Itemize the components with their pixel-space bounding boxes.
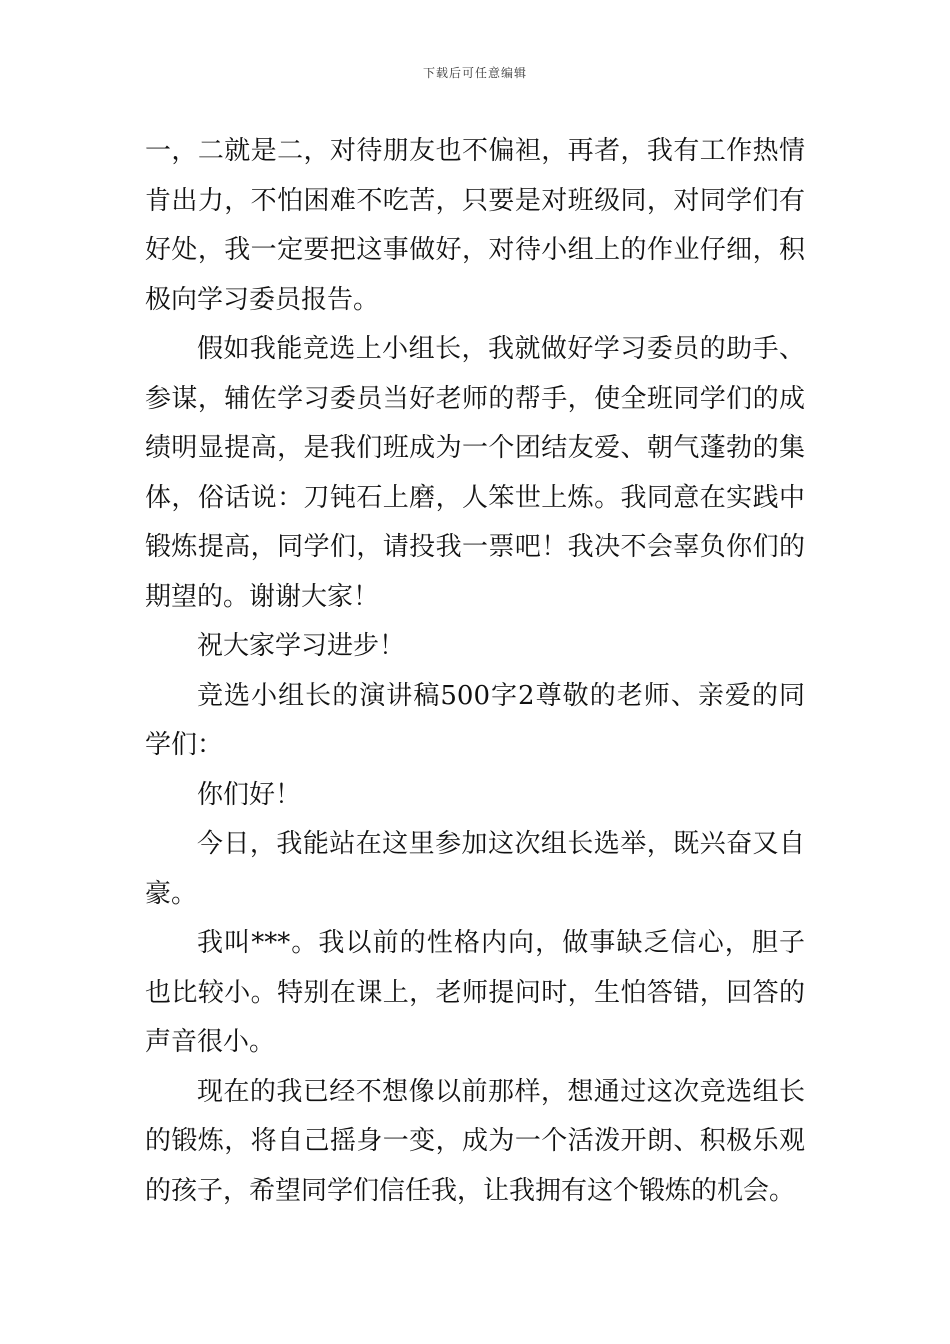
paragraph: 今日，我能站在这里参加这次组长选举，既兴奋又自豪。 [145,829,805,909]
paragraph: 现在的我已经不想像以前那样，想通过这次竞选组长的锻炼，将自己摇身一变，成为一个活泼开朗、积极乐观的孩子，希望同学们信任我，让我拥有这个锻炼的机会。 [145,1076,805,1206]
paragraph: 我叫***。我以前的性格内向，做事缺乏信心，胆子也比较小。特别在课上，老师提问时，生怕答错，回答的声音很小。 [145,928,805,1057]
document-body [145,127,805,1216]
page-header: 下载后可任意编辑 [422,66,527,80]
paragraph: 一，二就是二，对待朋友也不偏袒，再者，我有工作热情肯出力，不怕困难不吃苦，只要是对班级同，对同学们有好处，我一定要把这事做好，对待小组上的作业仔细，积极向学习委员报告。 [145,136,805,315]
paragraph: 竞选小组长的演讲稿500字2尊敬的老师、亲爱的同学们： [145,680,805,760]
paragraph: 假如我能竞选上小组长，我就做好学习委员的助手、参谋，辅佐学习委员当好老师的帮手，使全班同学们的成绩明显提高，是我们班成为一个团结友爱、朝气蓬勃的集体，俗话说：刀钝石上磨，人笨世上炼。我同意在实践中锻炼提高，同学们，请投我一票吧！我决不会辜负你们的期望的。谢谢大家！ [145,334,805,612]
paragraph: 祝大家学习进步！ [197,631,406,661]
paragraph: 你们好！ [197,779,302,810]
